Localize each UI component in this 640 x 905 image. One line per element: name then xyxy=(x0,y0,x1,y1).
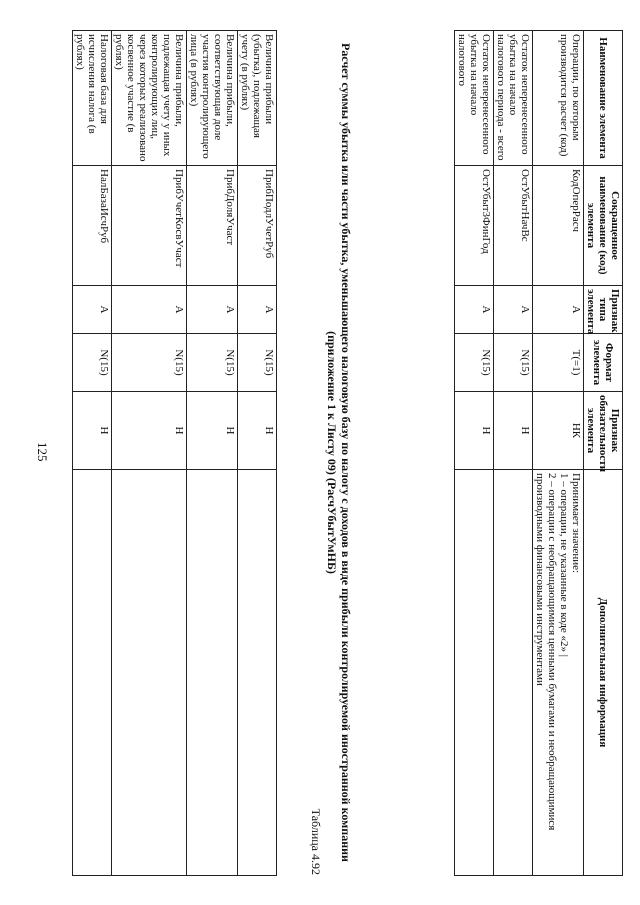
cell-required: Н xyxy=(238,392,277,470)
cell-name: Величина прибыли (убытка), подлежащая учету (в рублях) xyxy=(238,31,277,166)
cell-code: ПрибУчетКосвУчаст xyxy=(112,166,187,286)
cell-type: А xyxy=(455,286,494,334)
cell-type: А xyxy=(533,286,584,334)
cell-code: КодОперРасч xyxy=(533,166,584,286)
col-header-type: Признак типа элемента xyxy=(584,286,623,334)
cell-required: Н xyxy=(455,392,494,470)
table-row xyxy=(238,31,277,876)
cell-required: Н xyxy=(73,392,112,470)
cell-type: А xyxy=(187,286,238,334)
cell-info xyxy=(73,470,112,876)
table-row xyxy=(112,31,187,876)
col-header-code: Сокращенное наименование (код) элемента xyxy=(584,166,623,286)
table-caption: Расчет суммы убытка или части убытка, уменьшающего налоговую базу по налогу с доходов в виде прибыли контролируемой иностранной компании (приложение 1 к Листу 09) (РасчУбытУмНБ) xyxy=(325,43,353,862)
cell-name: Величина прибыли, соответствующая доле участия контролирующего лица (в рублях) xyxy=(187,31,238,166)
cell-required: Н xyxy=(112,392,187,470)
cell-name: Остаток неперенесенного убытка на начало налогового периода - всего xyxy=(494,31,533,166)
table-row xyxy=(494,31,533,876)
cell-required: НК xyxy=(533,392,584,470)
cell-code: НалБазаИсчРуб xyxy=(73,166,112,286)
cell-format: N(15) xyxy=(455,334,494,392)
cell-required: Н xyxy=(187,392,238,470)
table-row xyxy=(187,31,238,876)
cell-format: N(15) xyxy=(494,334,533,392)
col-header-format: Формат элемента xyxy=(584,334,623,392)
elements-table-continued xyxy=(72,30,277,876)
cell-type: А xyxy=(238,286,277,334)
table-row xyxy=(533,31,584,876)
cell-info xyxy=(455,470,494,876)
table-header-row xyxy=(584,31,623,876)
cell-format: N(15) xyxy=(187,334,238,392)
cell-required: Н xyxy=(494,392,533,470)
col-header-name: Наименование элемента xyxy=(584,31,623,166)
cell-type: А xyxy=(73,286,112,334)
col-header-info: Дополнительная информация xyxy=(584,470,623,876)
table-row xyxy=(73,31,112,876)
cell-name: Остаток неперенесенного убытка на начало налогового xyxy=(455,31,494,166)
cell-code: ОстУбыт3ФинГод xyxy=(455,166,494,286)
cell-name: Налоговая база для исчисления налога (в рублях) xyxy=(73,31,112,166)
cell-format: T(=1) xyxy=(533,334,584,392)
loss-calculation-table xyxy=(454,30,623,876)
cell-name: Величина прибыли, подлежащая учету у иных контролирующих лиц, через которых реализовано косвенное участие (в рублях) xyxy=(112,31,187,166)
col-header-required: Признак обязательности элемента xyxy=(584,392,623,470)
cell-info xyxy=(238,470,277,876)
cell-info xyxy=(494,470,533,876)
cell-type: А xyxy=(494,286,533,334)
cell-info xyxy=(187,470,238,876)
table-row xyxy=(455,31,494,876)
cell-code: ПрибДоляУчаст xyxy=(187,166,238,286)
cell-type: А xyxy=(112,286,187,334)
page-number: 125 xyxy=(35,442,50,462)
cell-format: N(15) xyxy=(73,334,112,392)
cell-format: N(15) xyxy=(238,334,277,392)
cell-code: ОстУбытНачВс xyxy=(494,166,533,286)
cell-info xyxy=(112,470,187,876)
cell-info: Принимает значение: 1 – операции, не указанные в коде «2» | 2 – операции с необращающимися ценными бумагами и необращающимися производными финансовыми инструментами xyxy=(533,470,584,876)
cell-code: ПрибПодлУчетРуб xyxy=(238,166,277,286)
cell-name: Операции, по которым производится расчет (код) xyxy=(533,31,584,166)
table-number: Таблица 4.92 xyxy=(309,808,323,875)
cell-format: N(15) xyxy=(112,334,187,392)
